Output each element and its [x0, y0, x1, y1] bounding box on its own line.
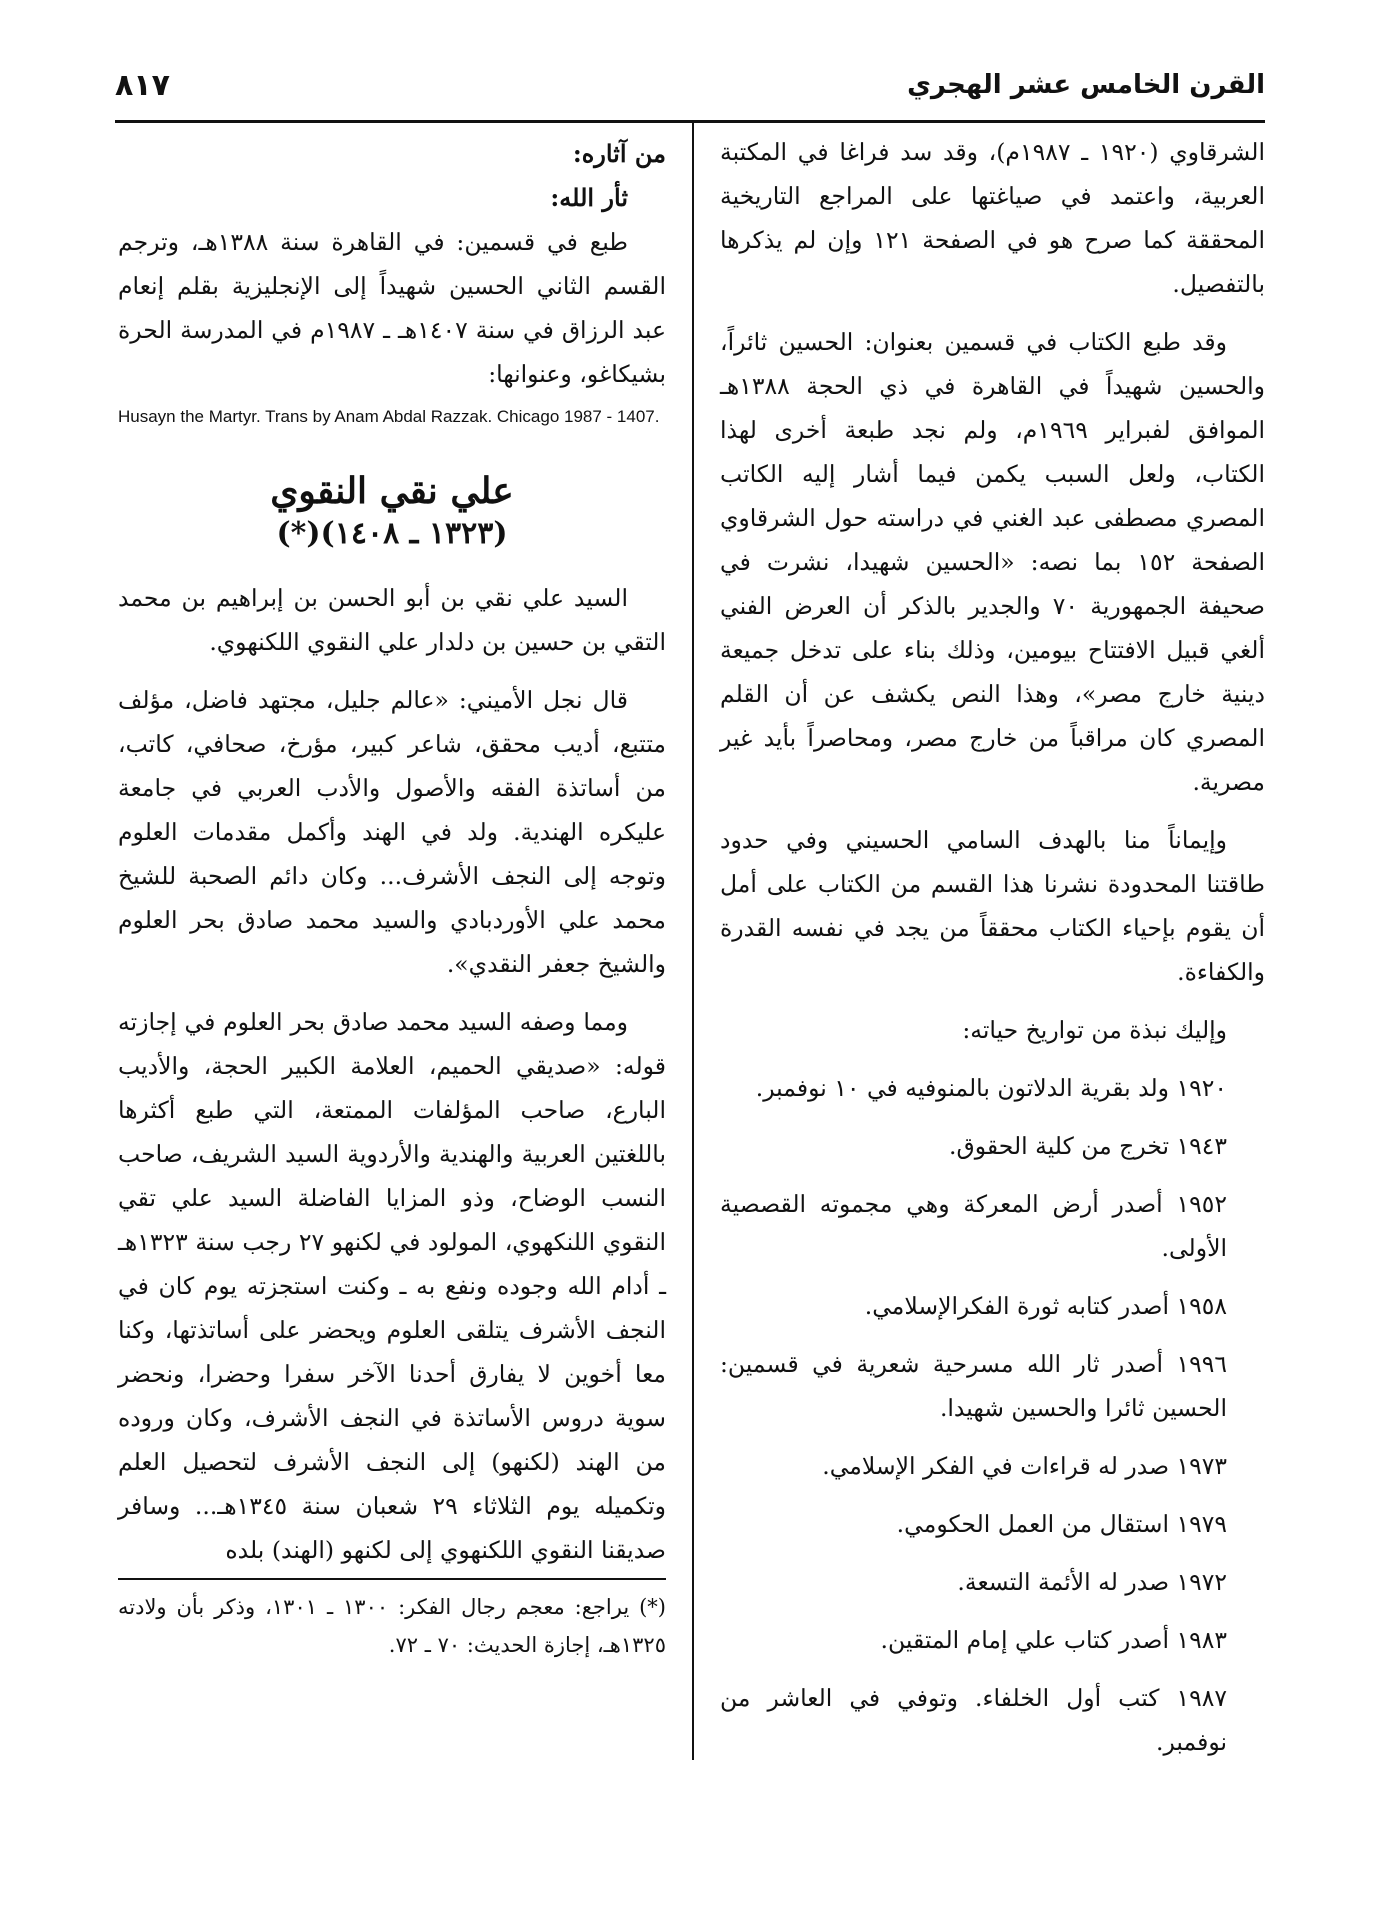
timeline-item: ١٩٧٣ صدر له قراءات في الفكر الإسلامي. [822, 1452, 1227, 1480]
page-header [115, 58, 1265, 123]
running-title: القرن الخامس عشر الهجري [907, 70, 1265, 100]
timeline-item: ١٩٧٢ صدر له الأئمة التسعة. [957, 1568, 1227, 1596]
left-column [118, 132, 666, 1572]
timeline-intro: وإليك نبذة من تواريخ حياته: [962, 1016, 1227, 1044]
paragraph: وقد طبع الكتاب في قسمين بعنوان: الحسين ثائراً، والحسين شهيداً في القاهرة في ذي الحجة ١٣٨٨هـ الموافق لفبراير ١٩٦٩م، ولم نجد طبعة أخرى لهذا الكتاب، ولعل السبب يكمن فيما أشار إليه الكاتب المصري مصطفى عبد الغني في دراسته حول الشرقاوي الصفحة ١٥٢ بما نصه: «الحسين شهيدا، نشرت في صحيفة الجمهورية ٧٠ والجدير بالذكر أن العرض الفني ألغي قبيل الافتتاح بيومين، وذلك بناء على تدخل جميعة دينية خارج مصر»، وهذا النص يكشف عن أن القلم المصري كان مراقباً من خارج مصر، ومحاصراً بأيد غير مصرية. [720, 328, 1266, 796]
timeline-item: ١٩٧٩ استقال من العمل الحكومي. [896, 1510, 1227, 1538]
timeline-item: ١٩٩٦ أصدر ثار الله مسرحية شعرية في قسمين: الحسين ثائرا والحسين شهيدا. [720, 1350, 1227, 1422]
right-column [720, 130, 1265, 1764]
timeline-item: ١٩٨٧ كتب أول الخلفاء. وتوفي في العاشر من نوفمبر. [720, 1684, 1227, 1756]
work-title: ثأر الله: [550, 183, 628, 212]
footnote: (*) يراجع: معجم رجال الفكر: ١٣٠٠ ـ ١٣٠١، وذكر بأن ولادته ١٣٢٥هـ، إجازة الحديث: ٧٠ ـ ٧٢. [118, 1595, 666, 1657]
column-divider [692, 120, 694, 1760]
biography-years: (١٣٢٣ ـ ١٤٠٨)(*) [276, 516, 508, 551]
paragraph: وإيماناً منا بالهدف السامي الحسيني وفي حدود طاقتنا المحدودة نشرنا هذا القسم من الكتاب على أمل أن يقوم بإحياء الكتاب محققاً من يجد في نفسه القدرة والكفاءة. [720, 826, 1265, 986]
paragraph: الشرقاوي (١٩٢٠ ـ ١٩٨٧م)، وقد سد فراغا في المكتبة العربية، واعتمد في صياغتها على المراجع التاريخية المحققة كما صرح هو في الصفحة ١٢١ وإن لم يذكرها بالتفصيل. [720, 138, 1265, 298]
timeline-item: ١٩٢٠ ولد بقرية الدلاتون بالمنوفيه في ١٠ نوفمبر. [755, 1074, 1227, 1102]
paragraph: السيد علي نقي بن أبو الحسن بن إبراهيم بن محمد التقي بن حسين بن دلدار علي النقوي اللكنهوي. [118, 584, 666, 656]
works-heading: من آثاره: [572, 139, 666, 168]
paragraph: قال نجل الأميني: «عالم جليل، مجتهد فاضل، مؤلف متتبع، أديب محقق، شاعر كبير، مؤرخ، صحافي، كاتب، من أساتذة الفقه والأصول والأدب العربي في جامعة عليكره الهندية. ولد في الهند وأكمل مقدمات العلوم وتوجه إلى النجف الأشرف... وكان دائم الصحبة للشيخ محمد علي الأوردبادي والسيد محمد صادق بحر العلوم والشيخ جعفر النقدي». [118, 686, 666, 978]
timeline-item: ١٩٨٣ أصدر كتاب علي إمام المتقين. [880, 1626, 1227, 1654]
footnote-separator [118, 1578, 666, 1580]
english-reference: Husayn the Martyr. Trans by Anam Abdal Razzak. Chicago 1987 - 1407. [118, 407, 660, 426]
paragraph: طبع في قسمين: في القاهرة سنة ١٣٨٨هـ، وترجم القسم الثاني الحسين شهيداً إلى الإنجليزية بقلم إنعام عبد الرزاق في سنة ١٤٠٧هـ ـ ١٩٨٧م في المدرسة الحرة بشيكاغو، وعنوانها: [118, 228, 666, 388]
paragraph: ومما وصفه السيد محمد صادق بحر العلوم في إجازته قوله: «صديقي الحميم، العلامة الكبير الحجة، والأديب البارع، صاحب المؤلفات الممتعة، التي طبع أكثرها باللغتين العربية والهندية والأردوية السيد الشريف، صاحب النسب الوضاح، وذو المزايا الفاضلة السيد علي تقي النقوي اللنكهوي، المولود في لكنهو ٢٧ رجب سنة ١٣٢٣هـ ـ أدام الله وجوده ونفع به ـ وكنت استجزته يوم كان في النجف الأشرف يتلقى العلوم ويحضر على أساتذتها، وكنا معا أخوين لا يفارق أحدنا الآخر سفرا وحضرا، ونحضر سوية دروس الأساتذة في النجف الأشرف، وكان وروده من الهند (لكنهو) إلى النجف الأشرف لتحصيل العلم وتكميله يوم الثلاثاء ٢٩ شعبان سنة ١٣٤٥هـ... وسافر صديقنا النقوي اللكنهوي إلى لكنهو (الهند) بلده [118, 1008, 666, 1564]
timeline-item: ١٩٥٢ أصدر أرض المعركة وهي مجموته القصصية الأولى. [720, 1190, 1227, 1262]
timeline-item: ١٩٤٣ تخرج من كلية الحقوق. [949, 1132, 1227, 1160]
biography-title: علي نقي النقوي [270, 470, 514, 512]
timeline-item: ١٩٥٨ أصدر كتابه ثورة الفكرالإسلامي. [864, 1292, 1227, 1320]
page-number: ٨١٧ [115, 68, 170, 103]
